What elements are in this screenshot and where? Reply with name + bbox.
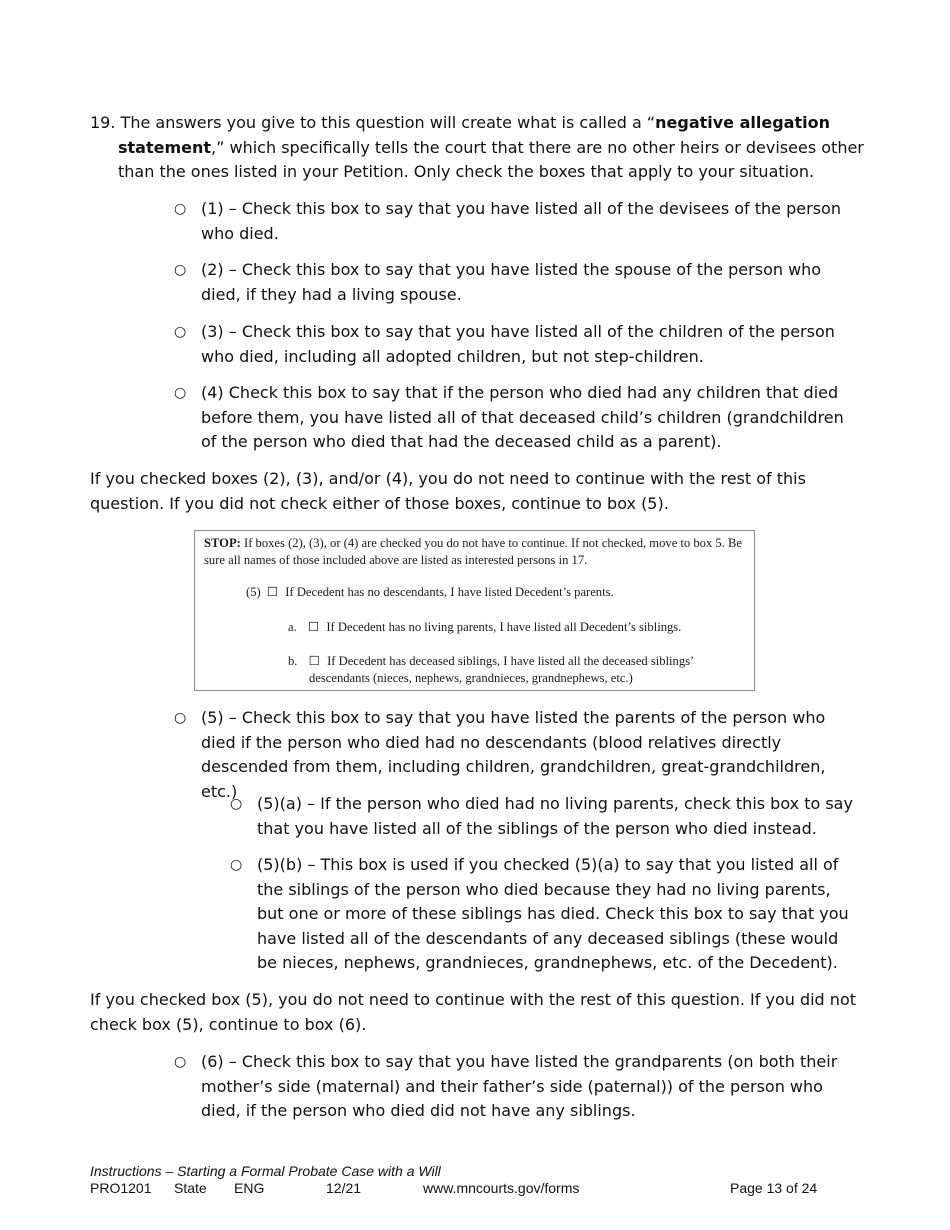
instruction-paragraph: If you checked boxes (2), (3), and/or (4), you do not need to continue with the rest of this question. If you did not check either of those boxes, continue to box (5). <box>90 469 806 513</box>
list-item-text: (3) – Check this box to say that you have listed all of the children of the person who died, including all adopted children, but not step-children. <box>201 322 835 366</box>
instruction-paragraph: If you checked box (5), you do not need to continue with the rest of this question. If you did not check box (5), continue to box (6). <box>90 990 856 1034</box>
bullet-icon: ○ <box>174 324 187 340</box>
list-item-text: (4) Check this box to say that if the person who died had any children that died before them, you have listed all of that deceased child’s children (grandchildren of the person who died that had the deceased child as a parent). <box>201 383 844 451</box>
bullet-icon: ○ <box>174 201 187 217</box>
form-item-label: a. <box>288 620 297 634</box>
item-19-paragraph <box>90 111 888 185</box>
bullet-icon: ○ <box>174 710 187 726</box>
list-item-text: (5)(a) – If the person who died had no living parents, check this box to say that you have listed all of the siblings of the person who died instead. <box>257 794 853 838</box>
form-item-text: If Decedent has deceased siblings, I have listed all the deceased siblings’ <box>327 654 695 668</box>
checkbox-icon: ☐ <box>308 654 320 668</box>
stop-text: If boxes (2), (3), or (4) are checked you do not have to continue. If not checked, move to box 5. Be sure all names of those included above are listed as interested persons in 17. <box>204 536 742 567</box>
item-19-text-before: The answers you give to this question will create what is called a “ <box>120 113 656 132</box>
stop-box <box>194 530 755 691</box>
footer-date: 12/21 <box>326 1180 362 1196</box>
bullet-icon: ○ <box>230 857 243 873</box>
form-item-a <box>288 619 681 636</box>
form-item-5 <box>246 584 614 601</box>
form-item-b <box>288 653 694 670</box>
footer-url[interactable]: www.mncourts.gov/forms <box>423 1180 580 1196</box>
bullet-icon: ○ <box>174 262 187 278</box>
list-item-text: (2) – Check this box to say that you have listed the spouse of the person who died, if they had a living spouse. <box>201 260 822 304</box>
footer-page-number: Page 13 of 24 <box>730 1180 818 1196</box>
list-item-text: (6) – Check this box to say that you have listed the grandparents (on both their mother’s side (maternal) and their father’s side (paternal)) of the person who died, if the person who died did not have any siblings. <box>201 1052 838 1120</box>
negative-allegation-term: negative allegation statement <box>118 113 830 157</box>
list-item-text: (5)(b) – This box is used if you checked (5)(a) to say that you listed all of the siblings of the person who died because they had no living parents, but one or more of these siblings has died. Check this box to say that you have listed all of the descendants of any deceased siblings (these would be nieces, nephews, grandnieces, grandnephews, etc. of the Decedent). <box>257 855 849 972</box>
footer-jurisdiction: State <box>174 1180 207 1196</box>
list-item-text: (1) – Check this box to say that you have listed all of the devisees of the person who died. <box>201 199 841 243</box>
item-19-text-after: ,” which specifically tells the court that there are no other heirs or devisees other than the ones listed in your Petition. Only check the boxes that apply to your situation. <box>118 137 864 181</box>
footer-title: Instructions – Starting a Formal Probate Case with a Will <box>90 1163 441 1179</box>
bullet-icon: ○ <box>230 796 243 812</box>
footer-language: ENG <box>234 1180 265 1196</box>
bullet-icon: ○ <box>174 385 187 401</box>
stop-notice <box>204 535 749 568</box>
checkbox-icon: ☐ <box>307 620 320 634</box>
item-number: 19. <box>90 113 116 132</box>
form-item-text: If Decedent has no living parents, I have listed all Decedent’s siblings. <box>326 620 682 634</box>
form-item-label: b. <box>288 654 298 668</box>
list-item-text: (5) – Check this box to say that you have listed the parents of the person who died if the person who died had no descendants (blood relatives directly descended from them, including children, grandchildren, great-grandchildren, etc.) <box>201 708 826 801</box>
form-item-label: (5) <box>246 585 261 599</box>
footer-form-code: PRO1201 <box>90 1180 152 1196</box>
bullet-icon: ○ <box>174 1054 187 1070</box>
form-item-text: If Decedent has no descendants, I have listed Decedent’s parents. <box>285 585 614 599</box>
checkbox-icon: ☐ <box>266 585 279 599</box>
form-item-b-continued: descendants (nieces, nephews, grandnieces, grandnephews, etc.) <box>309 671 633 685</box>
stop-label: STOP: <box>204 536 241 550</box>
